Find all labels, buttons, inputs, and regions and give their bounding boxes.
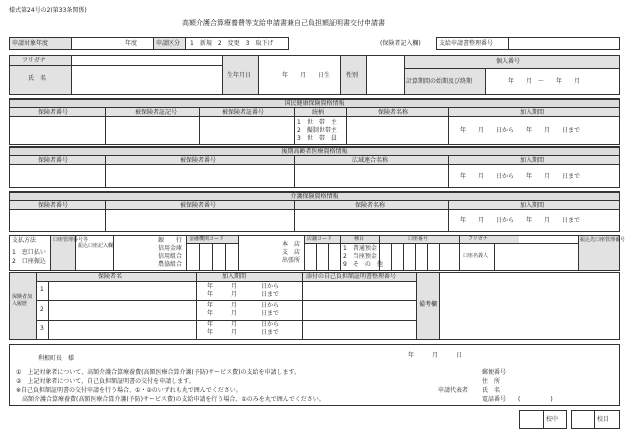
kubun-options[interactable]: 1 新規 2 変更 3 取下げ <box>190 40 274 47</box>
denwa-label: 電話番号 ( ) <box>482 396 553 403</box>
bank-type-shinkin[interactable]: 信用金庫 <box>158 245 183 252</box>
koki-col-hokensha: 保険者番号 <box>38 157 69 164</box>
zokugara-3[interactable]: 3 世 帯 員 <box>297 135 337 142</box>
kaigo-col-hihokensha: 被保険者番号 <box>180 202 217 209</box>
bank-type-nokyo[interactable]: 農協組合 <box>158 261 183 268</box>
kokuho-col-hokensha: 保険者番号 <box>38 109 69 116</box>
stamp-2-label: 校目 <box>597 416 610 423</box>
koki-col-koiki: 広域連合名称 <box>352 157 389 164</box>
shikyu-no-label: 支給申請書整理番号 <box>439 40 494 47</box>
jusho-label: 住 所 <box>482 378 501 385</box>
branch-shiten[interactable]: 支 店 <box>282 249 301 256</box>
insurer-entry-label: (保険者記入欄) <box>380 40 421 47</box>
biko-label: 備考欄 <box>419 301 438 308</box>
joined-row-1-from[interactable]: 年 月 日から <box>207 283 280 290</box>
birth-value[interactable]: 年 月 日生 <box>282 72 331 79</box>
furigana-label: フリガナ <box>22 57 46 64</box>
statement-note-1: ※自己負担額証明書の交付申請を行う場合、①・②のいずれも丸で囲んでください。 <box>16 387 242 394</box>
joined-row-3-to[interactable]: 年 月 日まで <box>207 329 280 336</box>
koki-col-kikan: 加入期間 <box>520 157 545 164</box>
shimei-label: 氏 名 <box>482 387 501 394</box>
name-label: 氏 名 <box>28 75 47 82</box>
kikan-code-label: 金融機関コード <box>189 236 225 242</box>
koki-period[interactable]: 年 月 日から 年 月 日まで <box>460 173 581 180</box>
stamp-1-label: 校中 <box>546 416 559 423</box>
kaigo-header: 介護保険資格情報 <box>10 192 619 201</box>
nendo-unit: 年度 <box>125 40 138 47</box>
bank-type-shinkumi[interactable]: 信用組合 <box>158 253 183 260</box>
furikomi-label: 振込口座記入欄 <box>78 243 114 249</box>
period-value[interactable]: 年 月 ～ 年 月 <box>508 78 581 85</box>
kokuho-col-bango: 被保険者証番号 <box>222 109 265 116</box>
addressee: 利根町長 様 <box>38 355 75 362</box>
statement-1[interactable]: ① 上記対象者について、高額介護合算療養費(高額医療合算介護(予防)サービス費)の支給を申請します。 <box>16 369 301 376</box>
joined-col-name: 保険者名 <box>98 273 123 280</box>
stamp-box-2 <box>571 410 620 429</box>
shinsei-daihyo-label: 申請代表者 <box>438 387 469 394</box>
joined-row-3-from[interactable]: 年 月 日から <box>207 321 280 328</box>
joined-row-1-to[interactable]: 年 月 日まで <box>207 291 280 298</box>
kojin-no-label: 個人番号 <box>496 58 521 65</box>
kokuho-col-meisho: 保険者名称 <box>378 109 409 116</box>
shiten-code-label: 店舗コード <box>307 236 333 242</box>
nendo-input[interactable] <box>72 38 124 49</box>
kouza-kanri-label: 口座管理番号等 <box>53 237 89 243</box>
application-date[interactable]: 年 月 日 <box>408 352 463 359</box>
form-number: 様式第24号の2(第33条関係) <box>9 7 87 14</box>
shumoku-sonota[interactable]: 9 そ の 他 <box>343 261 383 268</box>
bank-type-ginko[interactable]: 銀 行 <box>158 237 183 244</box>
kokuho-col-zokugara: 続柄 <box>312 109 325 116</box>
joined-row-2-no: 2 <box>40 306 44 313</box>
joined-row-2-to[interactable]: 年 月 日まで <box>207 310 280 317</box>
kokuho-period[interactable]: 年 月 日から 年 月 日まで <box>460 127 581 134</box>
kokuho-header: 国民健康保険資格情報 <box>10 99 619 108</box>
joined-row-3-no: 3 <box>40 325 44 332</box>
period-label: 計算期間の始期及び終期 <box>406 78 473 85</box>
joined-col-kikan: 加入期間 <box>222 273 247 280</box>
birth-label: 生年月日 <box>227 72 252 79</box>
joined-section <box>9 272 620 340</box>
shumoku-futsu[interactable]: 1 普通預金 <box>343 245 377 252</box>
shumoku-toza[interactable]: 2 当座預金 <box>343 253 377 260</box>
name-input[interactable] <box>72 66 221 94</box>
zokugara-2[interactable]: 2 擬制世帯主 <box>297 127 337 134</box>
kokuho-col-kigo: 被保険者証記号 <box>135 109 178 116</box>
kokuho-col-kikan: 加入期間 <box>520 109 545 116</box>
kaigo-col-kikan: 加入期間 <box>520 202 545 209</box>
meigi-furigana-label: フリガナ <box>468 236 488 242</box>
kaigo-col-hokensha: 保険者番号 <box>38 202 69 209</box>
method-label: 支払方法 <box>12 237 37 244</box>
nendo-label: 申請対象年度 <box>12 40 49 47</box>
method-furikomi[interactable]: 2 口座振込 <box>12 258 46 265</box>
branch-honten[interactable]: 本 店 <box>282 241 301 248</box>
furikomi-kanri-label: 振込先口座管理番号 <box>580 237 626 243</box>
shumoku-label: 種目 <box>354 236 365 242</box>
joined-row-2-from[interactable]: 年 月 日から <box>207 302 280 309</box>
kaigo-period[interactable]: 年 月 日から 年 月 日まで <box>460 217 581 224</box>
statement-2[interactable]: ② 上記対象者について、自己負担額証明書の交付を申請します。 <box>16 378 195 385</box>
kaigo-col-meisho: 保険者名称 <box>355 202 386 209</box>
meigi-label: 口座名義人 <box>463 253 489 259</box>
joined-side-label: 保険者加入履歴 <box>12 294 33 307</box>
koki-col-hihokensha: 被保険者番号 <box>180 157 217 164</box>
form-title: 高額介護合算療養費等支給申請書兼自己負担額証明書交付申請書 <box>182 19 385 27</box>
method-madoguchi[interactable]: 1 窓口払い <box>12 249 46 256</box>
joined-col-seiri: 添付の自己負担額証明書整理番号 <box>306 273 397 280</box>
koki-header: 後期高齢者医療資格情報 <box>10 147 619 156</box>
kouza-no-label: 口座番号 <box>408 236 429 242</box>
branch-shucchojo[interactable]: 出張所 <box>282 257 301 264</box>
sex-label: 性別 <box>346 72 359 79</box>
yubin-label: 郵便番号 <box>482 369 507 376</box>
statement-note-2: 高額介護合算療養費(高額医療合算介護(予防)サービス費)の支給申請を行う場合、①のみを丸で囲んでください。 <box>16 396 325 403</box>
kubun-label: 申請区分 <box>156 40 181 47</box>
zokugara-1[interactable]: 1 世 帯 主 <box>297 119 337 126</box>
joined-row-1-no: 1 <box>40 286 44 293</box>
